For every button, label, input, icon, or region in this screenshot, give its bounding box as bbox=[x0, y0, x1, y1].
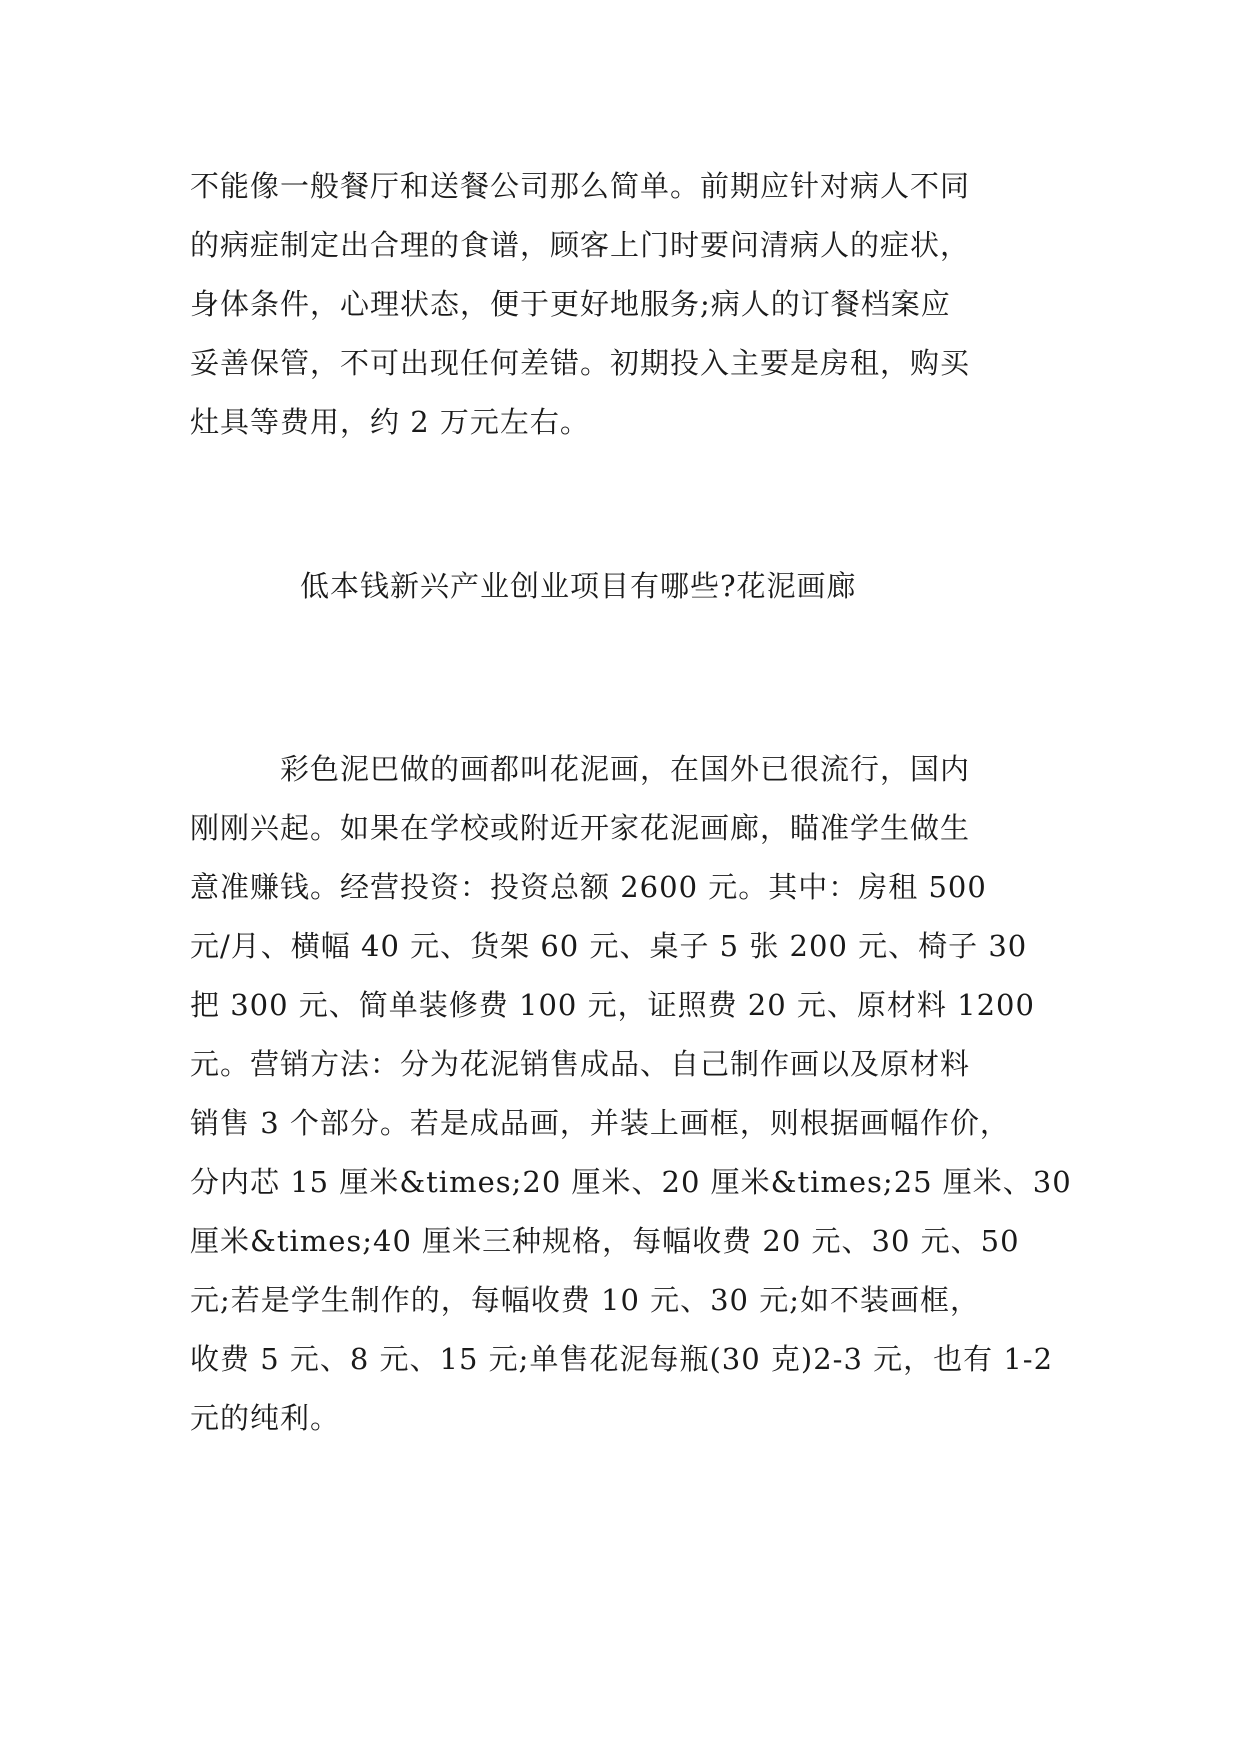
paragraph-line: 妥善保管，不可出现任何差错。初期投入主要是房租，购买 bbox=[190, 346, 971, 380]
paragraph-line: 销售 3 个部分。若是成品画，并装上画框，则根据画幅作价， bbox=[190, 1106, 1010, 1140]
paragraph-line: 不能像一般餐厅和送餐公司那么简单。前期应针对病人不同 bbox=[190, 169, 971, 203]
paragraph-line: 意准赚钱。经营投资：投资总额 2600 元。其中：房租 500 bbox=[190, 870, 987, 904]
paragraph-line: 厘米&times;40 厘米三种规格，每幅收费 20 元、30 元、50 bbox=[190, 1224, 1020, 1258]
paragraph-line: 的病症制定出合理的食谱，顾客上门时要问清病人的症状， bbox=[190, 228, 971, 262]
section-heading: 低本钱新兴产业创业项目有哪些?花泥画廊 bbox=[300, 569, 857, 603]
paragraph-line: 元;若是学生制作的，每幅收费 10 元、30 元;如不装画框， bbox=[190, 1283, 980, 1317]
paragraph-line: 元/月、横幅 40 元、货架 60 元、桌子 5 张 200 元、椅子 30 bbox=[190, 929, 1028, 963]
paragraph-line: 元的纯利。 bbox=[190, 1401, 341, 1435]
paragraph-line: 彩色泥巴做的画都叫花泥画，在国外已很流行，国内 bbox=[190, 752, 971, 786]
paragraph-line: 收费 5 元、8 元、15 元;单售花泥每瓶(30 克)2-3 元，也有 1-2 bbox=[190, 1342, 1054, 1376]
paragraph-line: 元。营销方法：分为花泥销售成品、自己制作画以及原材料 bbox=[190, 1047, 971, 1081]
paragraph-1 bbox=[190, 157, 1052, 452]
paragraph-line: 灶具等费用，约 2 万元左右。 bbox=[190, 405, 590, 439]
paragraph-line: 把 300 元、简单装修费 100 元，证照费 20 元、原材料 1200 bbox=[190, 988, 1035, 1022]
paragraph-line: 分内芯 15 厘米&times;20 厘米、20 厘米&times;25 厘米、30 bbox=[190, 1165, 1072, 1199]
paragraph-line: 身体条件，心理状态，便于更好地服务;病人的订餐档案应 bbox=[190, 287, 951, 321]
paragraph-2 bbox=[190, 740, 1072, 1448]
paragraph-line: 刚刚兴起。如果在学校或附近开家花泥画廊，瞄准学生做生 bbox=[190, 811, 971, 845]
